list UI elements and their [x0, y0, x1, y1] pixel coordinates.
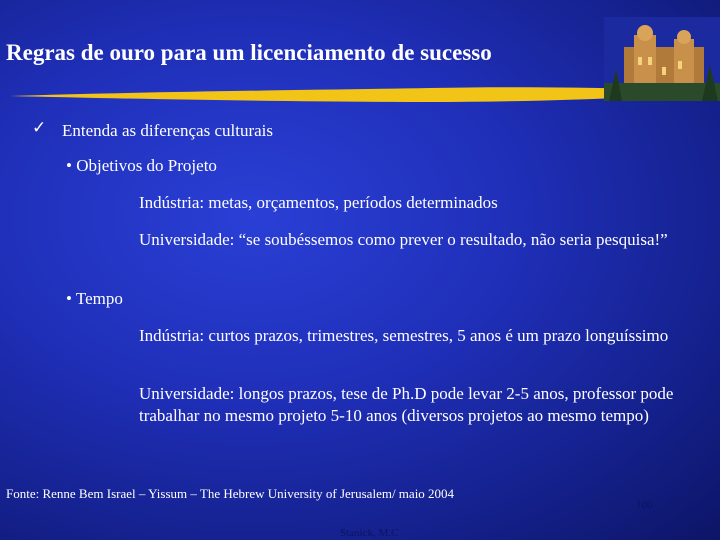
paragraph-universidade-tempo: Universidade: longos prazos, tese de Ph.D pode levar 2-5 anos, professor pode trabalhar no mesmo projeto 5-10 anos (diversos projetos ao mesmo tempo) — [139, 384, 674, 425]
slide-title: Regras de ouro para um licenciamento de sucesso — [6, 40, 492, 65]
source-note: Fonte: Renne Bem Israel – Yissum – The Hebrew University of Jerusalem/ maio 2004 — [6, 486, 455, 501]
paragraph-universidade-objetivos: Universidade: “se soubéssemos como prever o resultado, não seria pesquisa!” — [139, 230, 668, 249]
check-item-text: Entenda as diferenças culturais — [62, 121, 273, 140]
bullet-tempo: • Tempo — [66, 289, 123, 308]
paragraph-industria-tempo: Indústria: curtos prazos, trimestres, semestres, 5 anos é um prazo longuíssimo — [139, 326, 669, 345]
paragraph-industria-objetivos: Indústria: metas, orçamentos, períodos determinados — [139, 193, 498, 212]
bullet-objetivos: • Objetivos do Projeto — [66, 156, 217, 175]
author-footer: Stanick, M.C — [340, 527, 399, 539]
page-number: 100 — [636, 499, 653, 511]
check-icon: ✓ — [32, 118, 47, 137]
building-photo — [604, 17, 720, 101]
